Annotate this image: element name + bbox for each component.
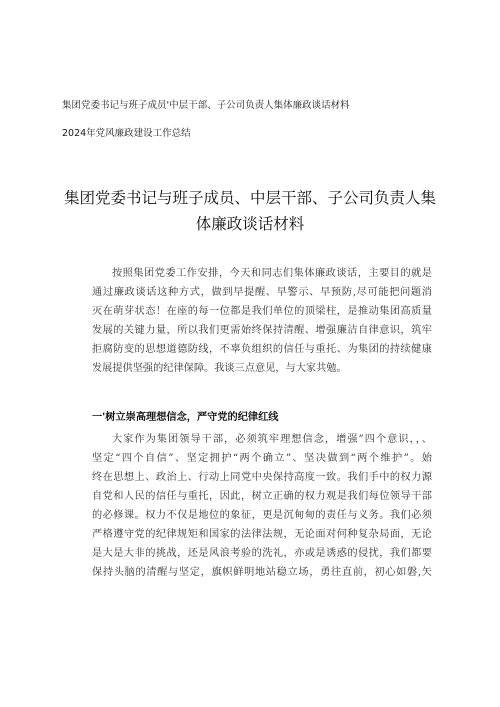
paragraph-line: 通过廉政谈话这种方式，做到早提醒、早警示、早预防,尽可能把问题消 bbox=[92, 287, 432, 298]
document-title-line-2: 体廉政谈话材料 bbox=[195, 215, 305, 233]
toc-line-2[interactable]: 2024年党风廉政建设工作总结 bbox=[62, 128, 191, 139]
paragraph-line: 自党和人民的信任与重托，因此，树立正确的权力观是我们每位领导干部 bbox=[92, 491, 432, 502]
paragraph-line: 严格遵守党的纪律规矩和国家的法律法规，无论面对何种复杂局面，无论 bbox=[92, 529, 432, 540]
paragraph-line: 灭在萌芽状态！在座的每一位都是我们单位的顶梁柱，是推动集团高质量 bbox=[92, 306, 432, 317]
paragraph-line: 发展的关键力量，所以我们更需始终保持清醒、增强廉洁自律意识，筑牢 bbox=[92, 325, 432, 336]
paragraph-line: 保持头脑的清醒与坚定，旗帜鲜明地站稳立场，勇往直前，初心如磐,矢 bbox=[92, 567, 432, 578]
paragraph-line: 终在思想上、政治上、行动上同党中央保持高度一致。我们手中的权力源 bbox=[92, 472, 432, 483]
paragraph-line: 发展提供坚强的纪律保障。我谈三点意见，与大家共勉。 bbox=[92, 363, 347, 374]
paragraph-line: 是大是大非的挑战，还是风浪考验的洗礼，亦或是诱惑的侵扰，我们都要 bbox=[92, 548, 432, 559]
toc-line-1[interactable]: 集团党委书记与班子成员'中层干部、子公司负责人集体廉政谈话材料 bbox=[62, 100, 350, 111]
document-title-line-1: 集团党委书记与班子成员、中层干部、子公司负责人集 bbox=[63, 189, 436, 207]
paragraph-1 bbox=[92, 264, 432, 378]
paragraph-line: 按照集团党委工作安排，今天和同志们集体廉政谈话，主要目的就是 bbox=[112, 268, 432, 279]
section-heading-1: 一'树立崇高理想信念，严守党的纪律红线 bbox=[92, 411, 279, 423]
paragraph-line: 大家作为集团领导干部，必须筑牢理想信念，增强”四个意识，，、 bbox=[112, 434, 432, 445]
paragraph-line: 坚定“四个自信”、坚定拥护“两个确立”、坚决做到“两个维护”。始 bbox=[92, 453, 432, 464]
paragraph-line: 拒腐防变的思想道德防线，不辜负组织的信任与重托、为集团的持续健康 bbox=[92, 344, 432, 355]
paragraph-line: 的必修课。权力不仅是地位的象征，更是沉甸甸的责任与义务。我们必须 bbox=[92, 510, 432, 521]
paragraph-2 bbox=[92, 430, 432, 582]
